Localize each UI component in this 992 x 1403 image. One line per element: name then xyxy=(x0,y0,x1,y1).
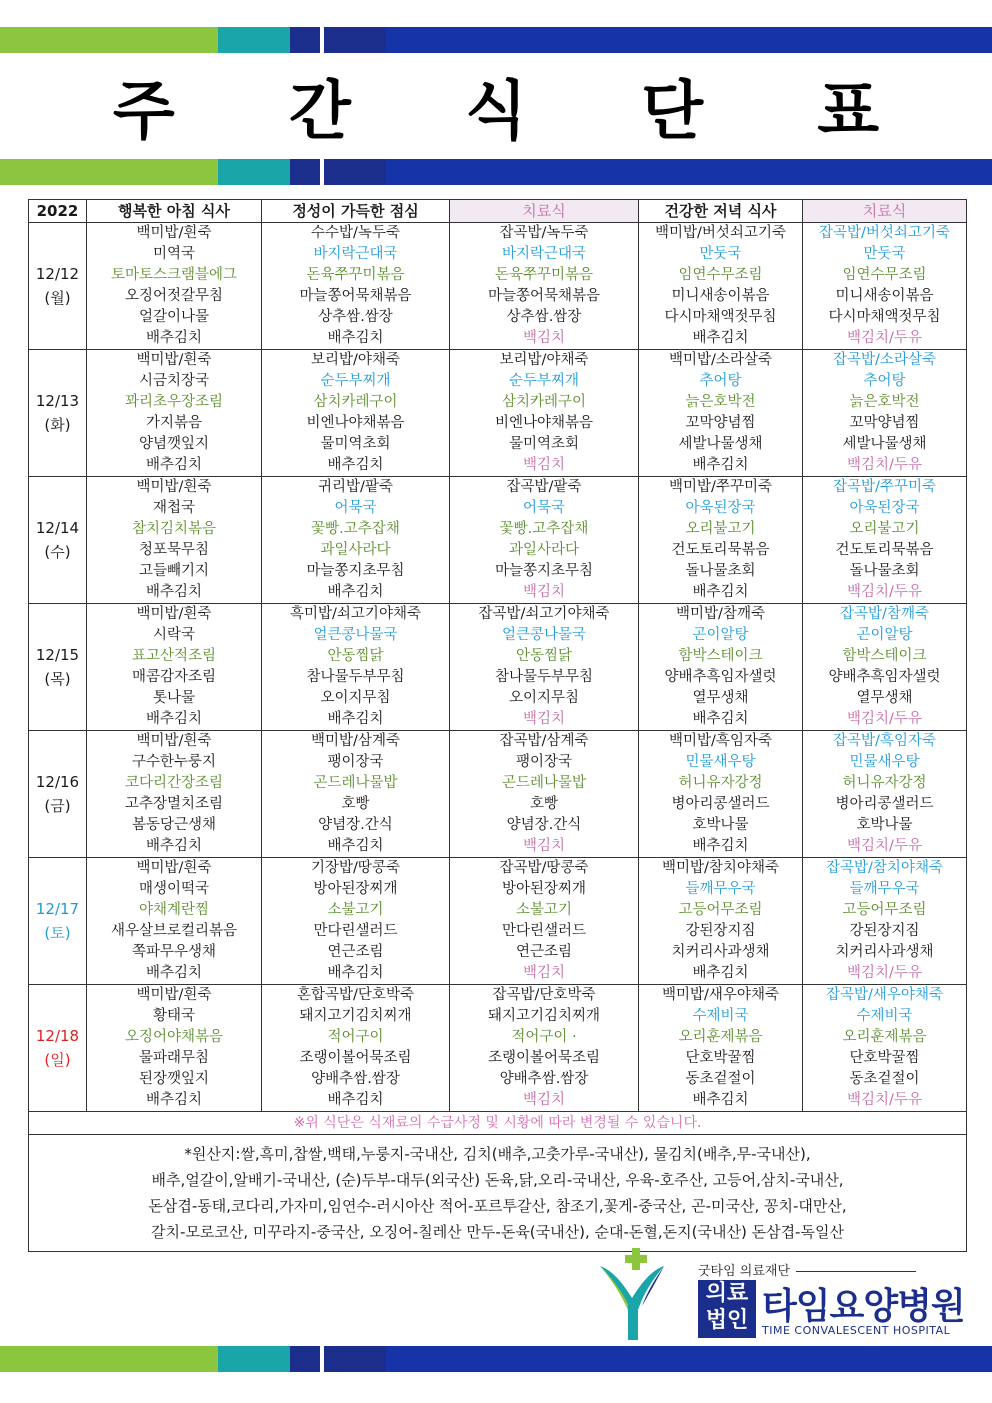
menu-item: 오징어젓갈무침 xyxy=(124,288,224,304)
menu-item: 백미밥/흰죽 xyxy=(136,987,212,1003)
menu-item: 적어구이 xyxy=(327,1029,384,1045)
menu-item: 고들빼기지 xyxy=(138,563,210,579)
menu-item: 토마토스크램블에그 xyxy=(110,267,238,283)
menu-item: 꽃빵.고추잡채 xyxy=(311,521,400,537)
menu-item: 병아리콩샐러드 xyxy=(671,796,770,812)
menu-item: 안동찜닭 xyxy=(515,648,573,664)
day-row xyxy=(29,477,967,604)
menu-item: 곤드레나물밥 xyxy=(501,775,587,791)
menu-item: 백미밥/흰죽 xyxy=(136,733,212,749)
menu-item: 표고산적조림 xyxy=(131,648,217,664)
menu-item: 순두부찌개 xyxy=(320,373,391,389)
menu-item: 쪽파무우생채 xyxy=(131,944,217,960)
menu-item: 다시마채액젓무침 xyxy=(828,309,941,325)
menu-item: 잡곡밥/버섯쇠고기죽 xyxy=(819,225,950,241)
day-row xyxy=(29,985,967,1112)
menu-item: 백미밥/새우야채죽 xyxy=(662,987,779,1003)
menu-item: 미역국 xyxy=(152,246,196,262)
menu-item: 배추김치 xyxy=(145,330,203,346)
top-stripe xyxy=(0,27,992,53)
menu-item: 배추김치 xyxy=(692,1092,749,1108)
menu-item: 배추김치 xyxy=(327,330,384,346)
menu-item: 물미역초회 xyxy=(508,436,580,452)
menu-item: 조랭이볼어묵조림 xyxy=(299,1050,412,1066)
menu-item: 함박스테이크 xyxy=(678,648,763,664)
header-lunch-therapy: 치료식 xyxy=(450,200,639,223)
menu-cell-dinner-t xyxy=(803,858,967,985)
menu-item: 백김치/두유 xyxy=(847,330,922,346)
menu-item: 백미밥/삼계죽 xyxy=(311,733,400,749)
menu-item: 매생이떡국 xyxy=(138,881,210,897)
menu-item: 아욱된장국 xyxy=(849,500,920,516)
menu-item: 백미밥/흰죽 xyxy=(136,860,212,876)
menu-item: 오이지무침 xyxy=(320,690,391,706)
menu-item: 배추김치 xyxy=(145,711,203,727)
menu-item: 얼갈이나물 xyxy=(138,309,210,325)
menu-item: 다시마채액젓무침 xyxy=(664,309,777,325)
hospital-english-name: TIME CONVALESCENT HOSPITAL xyxy=(762,1324,951,1337)
menu-item: 톳나물 xyxy=(152,690,196,706)
menu-item: 백미밥/참깨죽 xyxy=(676,606,765,622)
menu-cell-breakfast xyxy=(87,477,262,604)
menu-item: 허니유자강정 xyxy=(842,775,927,791)
menu-item: 오리불고기 xyxy=(849,521,920,537)
menu-item: 아욱된장국 xyxy=(685,500,756,516)
notice-text: ※위 식단은 식재료의 수급사정 및 시황에 따라 변경될 수 있습니다. xyxy=(29,1112,967,1135)
menu-item: 곤드레나물밥 xyxy=(313,775,398,791)
menu-item: 수제비국 xyxy=(856,1008,913,1024)
menu-item: 배추김치 xyxy=(692,584,749,600)
mid-stripe xyxy=(0,159,992,185)
menu-item: 수제비국 xyxy=(692,1008,749,1024)
menu-cell-lunch xyxy=(262,350,450,477)
menu-item: 백김치 xyxy=(522,584,566,600)
menu-item: 구수한누룽지 xyxy=(131,754,217,770)
menu-item: 황태국 xyxy=(152,1008,196,1024)
menu-item: 배추김치 xyxy=(327,1092,384,1108)
menu-item: 백김치/두유 xyxy=(847,838,922,854)
menu-item: 시금치장국 xyxy=(138,373,210,389)
day-row xyxy=(29,350,967,477)
menu-item: 늙은호박전 xyxy=(685,394,756,410)
menu-item: 세발나물생채 xyxy=(678,436,763,452)
menu-item: 오이지무침 xyxy=(508,690,580,706)
menu-item: 돈육쭈꾸미볶음 xyxy=(306,267,405,283)
menu-item: 양배추쌈.쌈장 xyxy=(499,1071,589,1087)
menu-cell-lunch-t xyxy=(450,731,639,858)
menu-item: 추어탕 xyxy=(863,373,906,389)
hospital-name: 타임요양병원 xyxy=(762,1286,965,1327)
menu-item: 백김치/두유 xyxy=(847,584,922,600)
menu-item: 마늘쫑어묵채볶음 xyxy=(487,288,601,304)
menu-item: 단호박꿀찜 xyxy=(849,1050,920,1066)
day-date: 12/13 xyxy=(35,392,80,410)
foundation-name: 굿타임 의료재단 xyxy=(698,1260,916,1279)
menu-item: 마늘쫑어묵채볶음 xyxy=(299,288,412,304)
menu-item: 잡곡밥/참치야채죽 xyxy=(826,860,943,876)
menu-item: 오리불고기 xyxy=(685,521,756,537)
menu-item: 비엔나야채볶음 xyxy=(494,415,594,431)
day-of-week: (금) xyxy=(44,797,71,815)
menu-item: 백미밥/소라살죽 xyxy=(669,352,772,368)
corp-badge: 의료 법인 xyxy=(698,1280,756,1338)
menu-item: 연근조림 xyxy=(515,944,573,960)
menu-item: 백김치 xyxy=(522,330,566,346)
menu-item: 배추김치 xyxy=(327,584,384,600)
menu-item: 매콤감자조림 xyxy=(131,669,217,685)
menu-cell-lunch xyxy=(262,985,450,1112)
menu-cell-lunch-t xyxy=(450,858,639,985)
menu-item: 꽈리초우장조림 xyxy=(124,394,224,410)
menu-cell-breakfast xyxy=(87,985,262,1112)
menu-item: 백미밥/흰죽 xyxy=(136,352,212,368)
table-header-row xyxy=(29,200,967,223)
menu-item: 귀리밥/팥죽 xyxy=(318,479,393,495)
menu-item: 비엔나야채볶음 xyxy=(306,415,405,431)
menu-item: 팽이장국 xyxy=(327,754,384,770)
origin-row xyxy=(29,1135,967,1252)
menu-item: 백김치/두유 xyxy=(847,1092,922,1108)
menu-item: 참나물두부무침 xyxy=(494,669,594,685)
menu-cell-breakfast xyxy=(87,731,262,858)
origin-info xyxy=(29,1135,967,1252)
menu-item: 참나물두부무침 xyxy=(306,669,405,685)
menu-item: 호빵 xyxy=(529,796,558,812)
menu-item: 배추김치 xyxy=(327,457,384,473)
menu-item: 배추김치 xyxy=(692,457,749,473)
menu-item: 가지볶음 xyxy=(145,415,203,431)
menu-item: 소불고기 xyxy=(515,902,573,918)
menu-item: 돈육쭈꾸미볶음 xyxy=(494,267,594,283)
menu-item: 양념깻잎지 xyxy=(138,436,210,452)
menu-cell-dinner xyxy=(639,604,803,731)
menu-item: 봄동당근생채 xyxy=(131,817,217,833)
menu-item: 배추김치 xyxy=(145,584,203,600)
menu-cell-breakfast xyxy=(87,604,262,731)
menu-item: 곤이알탕 xyxy=(856,627,913,643)
day-of-week: (목) xyxy=(44,670,71,688)
menu-cell-dinner xyxy=(639,223,803,350)
menu-item: 삼치카레구이 xyxy=(313,394,398,410)
day-label xyxy=(29,985,87,1112)
menu-item: 백김치/두유 xyxy=(847,965,922,981)
day-label xyxy=(29,477,87,604)
bottom-stripe xyxy=(0,1346,992,1372)
menu-item: 잡곡밥/쇠고기야채죽 xyxy=(478,606,610,622)
origin-line: *원산지:쌀,흑미,찹쌀,백태,누룽지-국내산, 김치(배추,고춧가루-국내산), 물김치(배추,무-국내산), xyxy=(184,1145,811,1163)
menu-item: 미니새송이볶음 xyxy=(835,288,934,304)
menu-item: 잡곡밥/쭈꾸미죽 xyxy=(833,479,936,495)
menu-item: 만둣국 xyxy=(699,246,742,262)
menu-item: 백김치 xyxy=(522,457,566,473)
menu-item: 백미밥/흰죽 xyxy=(136,606,212,622)
menu-item: 백미밥/참치야채죽 xyxy=(662,860,779,876)
menu-item: 강된장지짐 xyxy=(849,923,920,939)
menu-item: 잡곡밥/삼계죽 xyxy=(499,733,589,749)
menu-item: 돌나물초회 xyxy=(685,563,756,579)
menu-item: 보리밥/야채죽 xyxy=(499,352,589,368)
menu-item: 마늘쫑지초무침 xyxy=(306,563,405,579)
menu-item: 오징어야채볶음 xyxy=(124,1029,224,1045)
menu-item: 배추김치 xyxy=(692,838,749,854)
day-date: 12/17 xyxy=(35,900,80,918)
origin-line: 배추,얼갈이,알배기-국내산, (순)두부-대두(외국산) 돈육,닭,오리-국내산, 우육-호주산, 고등어,삼치-국내산, xyxy=(151,1171,844,1189)
menu-item: 양배추흑임자샐럿 xyxy=(828,669,941,685)
menu-item: 양념장.간식 xyxy=(506,817,582,833)
menu-item: 배추김치 xyxy=(145,838,203,854)
menu-item: 바지락근대국 xyxy=(313,246,398,262)
menu-item: 삼치카레구이 xyxy=(501,394,587,410)
menu-item: 돼지고기김치찌개 xyxy=(487,1008,601,1024)
menu-cell-dinner xyxy=(639,477,803,604)
day-date: 12/16 xyxy=(35,773,80,791)
menu-item: 고등어무조림 xyxy=(842,902,927,918)
header-dinner: 건강한 저녁 식사 xyxy=(639,200,803,223)
menu-item: 백김치/두유 xyxy=(847,457,922,473)
menu-item: 마늘쫑지초무침 xyxy=(494,563,594,579)
menu-item: 배추김치 xyxy=(145,1092,203,1108)
menu-item: 시락국 xyxy=(152,627,196,643)
menu-item: 연근조림 xyxy=(327,944,384,960)
menu-cell-lunch xyxy=(262,223,450,350)
menu-item: 물미역초회 xyxy=(320,436,391,452)
menu-item: 함박스테이크 xyxy=(842,648,927,664)
menu-item: 단호박꿀찜 xyxy=(685,1050,756,1066)
menu-item: 곤이알탕 xyxy=(692,627,749,643)
menu-item: 잡곡밥/팥죽 xyxy=(506,479,582,495)
menu-item: 적어구이 · xyxy=(511,1029,577,1045)
menu-item: 기장밥/땅콩죽 xyxy=(311,860,400,876)
day-label xyxy=(29,604,87,731)
menu-item: 민물새우탕 xyxy=(849,754,920,770)
menu-item: 돼지고기김치찌개 xyxy=(299,1008,412,1024)
menu-item: 상추쌈.쌈장 xyxy=(318,309,393,325)
menu-cell-lunch xyxy=(262,604,450,731)
menu-item: 들깨무우국 xyxy=(849,881,920,897)
menu-item: 백김치/두유 xyxy=(847,711,922,727)
menu-item: 양배추쌈.쌈장 xyxy=(311,1071,400,1087)
menu-item: 백김치 xyxy=(522,965,566,981)
menu-item: 순두부찌개 xyxy=(508,373,580,389)
menu-cell-dinner-t xyxy=(803,477,967,604)
day-of-week: (토) xyxy=(44,924,71,942)
menu-item: 재첩국 xyxy=(152,500,196,516)
menu-item: 야채계란찜 xyxy=(138,902,210,918)
menu-item: 새우살브로컬리볶음 xyxy=(110,923,238,939)
menu-item: 백미밥/흰죽 xyxy=(136,479,212,495)
header-lunch: 정성이 가득한 점심 xyxy=(262,200,450,223)
day-date: 12/12 xyxy=(35,265,80,283)
day-row xyxy=(29,858,967,985)
menu-item: 병아리콩샐러드 xyxy=(835,796,934,812)
menu-item: 참치김치볶음 xyxy=(131,521,217,537)
day-of-week: (월) xyxy=(44,289,71,307)
menu-item: 치커리사과생채 xyxy=(671,944,770,960)
menu-item: 잡곡밥/단호박죽 xyxy=(492,987,596,1003)
menu-item: 혼합곡밥/단호박죽 xyxy=(297,987,414,1003)
menu-cell-dinner-t xyxy=(803,350,967,477)
menu-item: 어묵국 xyxy=(522,500,566,516)
menu-cell-breakfast xyxy=(87,858,262,985)
menu-item: 허니유자강정 xyxy=(678,775,763,791)
menu-item: 백미밥/흰죽 xyxy=(136,225,212,241)
menu-item: 만다린샐러드 xyxy=(313,923,398,939)
menu-item: 백김치 xyxy=(522,1092,566,1108)
menu-item: 보리밥/야채죽 xyxy=(311,352,400,368)
menu-item: 미니새송이볶음 xyxy=(671,288,770,304)
day-of-week: (일) xyxy=(44,1051,71,1069)
menu-item: 백미밥/버섯쇠고기죽 xyxy=(655,225,786,241)
menu-item: 민물새우탕 xyxy=(685,754,756,770)
menu-item: 물파래무침 xyxy=(138,1050,210,1066)
notice-row xyxy=(29,1112,967,1135)
menu-item: 임연수무조림 xyxy=(842,267,927,283)
menu-item: 배추김치 xyxy=(327,965,384,981)
menu-cell-dinner xyxy=(639,731,803,858)
header-breakfast: 행복한 아침 식사 xyxy=(87,200,262,223)
menu-item: 소불고기 xyxy=(327,902,384,918)
menu-item: 잡곡밥/소라살죽 xyxy=(833,352,936,368)
menu-item: 치커리사과생채 xyxy=(835,944,934,960)
menu-cell-lunch-t xyxy=(450,604,639,731)
menu-cell-lunch-t xyxy=(450,350,639,477)
day-label xyxy=(29,858,87,985)
menu-item: 열무생채 xyxy=(692,690,749,706)
menu-item: 건도토리묵볶음 xyxy=(671,542,770,558)
menu-cell-lunch xyxy=(262,858,450,985)
menu-item: 배추김치 xyxy=(327,838,384,854)
menu-item: 세발나물생채 xyxy=(842,436,927,452)
menu-item: 배추김치 xyxy=(145,965,203,981)
menu-item: 백미밥/쭈꾸미죽 xyxy=(669,479,772,495)
menu-item: 상추쌈.쌈장 xyxy=(506,309,582,325)
menu-item: 배추김치 xyxy=(692,965,749,981)
menu-item: 꼬막양념찜 xyxy=(849,415,920,431)
menu-item: 동초겉절이 xyxy=(849,1071,920,1087)
menu-item: 과일사라다 xyxy=(320,542,391,558)
origin-line: 돈삼겹-동태,코다리,가자미,임연수-러시아산 적어-포르투갈산, 참조기,꽃게-중국산, 곤-미국산, 꽁치-대만산, xyxy=(148,1197,847,1215)
menu-item: 추어탕 xyxy=(699,373,742,389)
menu-item: 잡곡밥/녹두죽 xyxy=(499,225,589,241)
menu-cell-dinner xyxy=(639,858,803,985)
menu-cell-lunch-t xyxy=(450,477,639,604)
menu-item: 돌나물초회 xyxy=(849,563,920,579)
menu-item: 호박나물 xyxy=(856,817,913,833)
menu-item: 고등어무조림 xyxy=(678,902,763,918)
menu-item: 잡곡밥/참깨죽 xyxy=(840,606,929,622)
day-date: 12/14 xyxy=(35,519,80,537)
menu-item: 어묵국 xyxy=(334,500,377,516)
day-of-week: (수) xyxy=(44,543,71,561)
menu-cell-dinner-t xyxy=(803,604,967,731)
menu-item: 임연수무조림 xyxy=(678,267,763,283)
menu-cell-lunch-t xyxy=(450,223,639,350)
menu-cell-lunch xyxy=(262,477,450,604)
menu-cell-lunch-t xyxy=(450,985,639,1112)
menu-item: 고추장멸치조림 xyxy=(124,796,224,812)
menu-item: 백김치 xyxy=(522,711,566,727)
menu-cell-breakfast xyxy=(87,350,262,477)
menu-cell-dinner xyxy=(639,985,803,1112)
origin-line: 갈치-모로코산, 미꾸라지-중국산, 오징어-칠레산 만두-돈육(국내산), 순대-돈혈,돈지(국내산) 돈삼겹-독일산 xyxy=(151,1223,844,1241)
menu-item: 잡곡밥/흑임자죽 xyxy=(833,733,936,749)
menu-item: 오리훈제볶음 xyxy=(842,1029,927,1045)
menu-item: 배추김치 xyxy=(692,330,749,346)
menu-item: 잡곡밥/땅콩죽 xyxy=(499,860,589,876)
menu-cell-lunch xyxy=(262,731,450,858)
day-label xyxy=(29,350,87,477)
menu-item: 팽이장국 xyxy=(515,754,573,770)
menu-item: 만다린샐러드 xyxy=(501,923,587,939)
menu-item: 꼬막양념찜 xyxy=(685,415,756,431)
menu-item: 조랭이볼어묵조림 xyxy=(487,1050,601,1066)
menu-item: 바지락근대국 xyxy=(501,246,587,262)
day-label xyxy=(29,731,87,858)
menu-cell-dinner xyxy=(639,350,803,477)
menu-item: 얼큰콩나물국 xyxy=(501,627,587,643)
menu-item: 된장깻잎지 xyxy=(138,1071,210,1087)
menu-item: 건도토리묵볶음 xyxy=(835,542,934,558)
day-row xyxy=(29,223,967,350)
menu-item: 꽃빵.고추잡채 xyxy=(499,521,589,537)
page-title: 주 간 식 단 표 xyxy=(112,75,926,149)
menu-cell-dinner-t xyxy=(803,223,967,350)
menu-item: 배추김치 xyxy=(692,711,749,727)
menu-item: 얼큰콩나물국 xyxy=(313,627,398,643)
header-dinner-therapy: 치료식 xyxy=(803,200,967,223)
menu-item: 호박나물 xyxy=(692,817,749,833)
menu-item: 안동찜닭 xyxy=(327,648,384,664)
menu-item: 들깨무우국 xyxy=(685,881,756,897)
menu-item: 흑미밥/쇠고기야채죽 xyxy=(290,606,421,622)
day-of-week: (화) xyxy=(44,416,71,434)
menu-item: 배추김치 xyxy=(327,711,384,727)
day-label xyxy=(29,223,87,350)
menu-item: 백김치 xyxy=(522,838,566,854)
menu-item: 강된장지짐 xyxy=(685,923,756,939)
menu-item: 양배추흑임자샐럿 xyxy=(664,669,777,685)
menu-item: 늙은호박전 xyxy=(849,394,920,410)
menu-item: 동초겉절이 xyxy=(685,1071,756,1087)
menu-item: 열무생채 xyxy=(856,690,913,706)
menu-cell-dinner-t xyxy=(803,731,967,858)
weekly-menu-table xyxy=(28,199,967,1252)
menu-item: 과일사라다 xyxy=(508,542,580,558)
menu-item: 방아된장찌개 xyxy=(313,881,398,897)
menu-item: 배추김치 xyxy=(145,457,203,473)
day-date: 12/15 xyxy=(35,646,80,664)
day-row xyxy=(29,604,967,731)
hospital-logo xyxy=(598,1248,968,1343)
menu-item: 수수밥/녹두죽 xyxy=(311,225,400,241)
day-row xyxy=(29,731,967,858)
day-date: 12/18 xyxy=(35,1027,80,1045)
menu-item: 만둣국 xyxy=(863,246,906,262)
menu-item: 오리훈제볶음 xyxy=(678,1029,763,1045)
menu-item: 백미밥/흑임자죽 xyxy=(669,733,772,749)
header-year: 2022 xyxy=(29,200,87,223)
menu-item: 방아된장찌개 xyxy=(501,881,587,897)
menu-cell-breakfast xyxy=(87,223,262,350)
menu-item: 양념장.간식 xyxy=(318,817,393,833)
menu-item: 잡곡밥/새우야채죽 xyxy=(826,987,943,1003)
menu-item: 호빵 xyxy=(341,796,370,812)
menu-item: 청포묵무침 xyxy=(138,542,210,558)
menu-item: 코다리간장조림 xyxy=(124,775,224,791)
menu-cell-dinner-t xyxy=(803,985,967,1112)
